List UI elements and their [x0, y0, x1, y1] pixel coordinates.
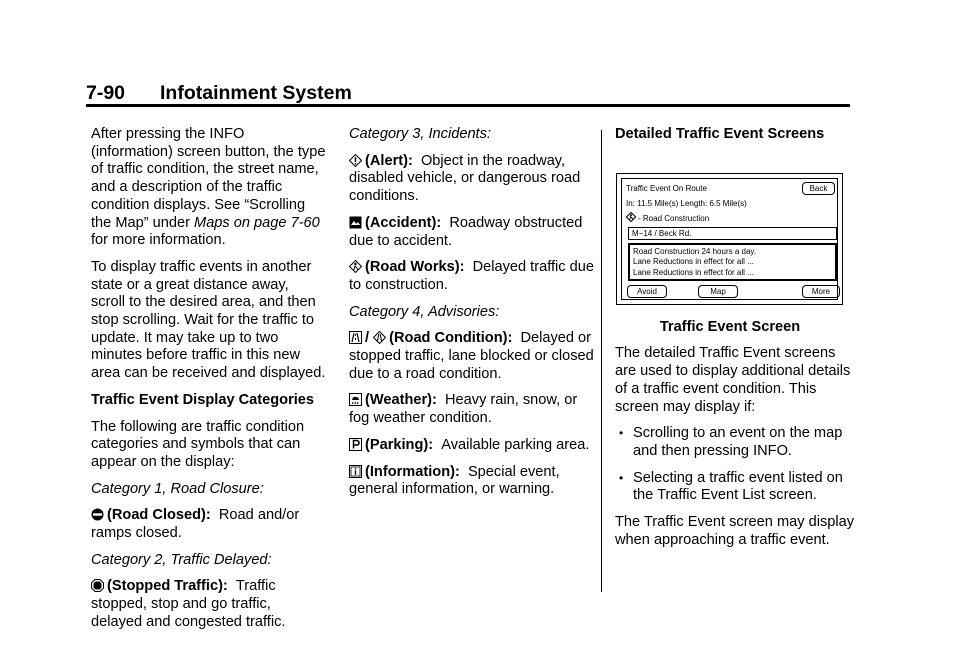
- screen-title: Traffic Event On Route: [626, 183, 707, 193]
- column-2: [349, 126, 594, 508]
- event-type-row: - Road Construction: [626, 212, 709, 223]
- categories-paragraph: The following are traffic condition categories and symbols that can appear on the display:: [91, 418, 305, 470]
- detailed-screens-heading: Detailed Traffic Event Screens: [615, 126, 825, 142]
- event-detail-line: Road Construction 24 hours a day.: [633, 246, 757, 256]
- figure-caption: Traffic Event Screen: [659, 318, 801, 335]
- traffic-event-screen-illustration: [616, 173, 843, 305]
- road-works-small-icon: [626, 212, 636, 222]
- maps-link[interactable]: Maps on page 7-60: [194, 214, 320, 231]
- category-4-label: Category 4, Advisories:: [349, 303, 500, 320]
- category-3-label: Category 3, Incidents:: [349, 126, 491, 142]
- information-icon: [349, 465, 362, 478]
- parking-entry: (Parking): Available parking area.: [349, 437, 594, 455]
- list-item: • Scrolling to an event on the map and then pressing INFO.: [619, 425, 843, 459]
- road-works-icon: [349, 260, 362, 273]
- event-detail-line: Lane Reductions in effect for all ...: [633, 257, 754, 267]
- bullet-icon: •: [619, 470, 624, 485]
- more-button[interactable]: More: [802, 285, 840, 298]
- road-closed-icon: [91, 508, 104, 521]
- approaching-event-paragraph: The Traffic Event screen may display when approaching a traffic event.: [615, 514, 855, 548]
- road-condition-square-icon: [349, 331, 362, 344]
- intro-paragraph: After pressing the INFO (information) screen button, the type of traffic condition, the street name, and a description of the traffic condition displays. See “Scrolling the Map” under Maps on page 7-60 for more information.: [91, 126, 326, 249]
- road-name-field: M−14 / Beck Rd.: [628, 227, 837, 240]
- event-details-list[interactable]: [628, 243, 837, 281]
- weather-entry: (Weather): Heavy rain, snow, or fog weather condition.: [349, 392, 578, 427]
- detailed-screens-paragraph: The detailed Traffic Event screens are used to display additional details of a traffic event condition. This screen may display if:: [615, 345, 851, 415]
- event-detail-line: Lane Reductions in effect for all ...: [633, 267, 754, 277]
- stopped-traffic-entry: (Stopped Traffic): Traffic stopped, stop and go traffic, delayed and congested traffic.: [91, 578, 286, 630]
- stopped-traffic-icon: [91, 579, 104, 592]
- information-entry: (Information): Special event, general information, or warning.: [349, 463, 560, 498]
- header-rule: [86, 104, 850, 107]
- column-1: [91, 126, 326, 641]
- conditions-list: [615, 425, 855, 505]
- accident-entry: (Accident): Roadway obstructed due to accident.: [349, 214, 583, 249]
- bullet-icon: •: [619, 426, 624, 441]
- road-condition-diamond-icon: [373, 331, 386, 344]
- column-divider: [601, 130, 602, 592]
- categories-heading: Traffic Event Display Categories: [91, 391, 315, 408]
- list-item: • Selecting a traffic event listed on the Traffic Event List screen.: [619, 469, 843, 504]
- map-button[interactable]: Map: [698, 285, 738, 298]
- category-1-label: Category 1, Road Closure:: [91, 480, 264, 497]
- weather-icon: [349, 393, 362, 406]
- alert-icon: [349, 154, 362, 167]
- road-closed-entry: (Road Closed): Road and/or ramps closed.: [91, 507, 300, 542]
- chapter-title: Infotainment System: [160, 82, 352, 104]
- page-number: 7-90: [86, 82, 126, 104]
- page-header: [86, 82, 352, 105]
- category-2-label: Category 2, Traffic Delayed:: [91, 551, 272, 568]
- scroll-paragraph: To display traffic events in another state or a great distance away, scroll to the desired area, and then stop scrolling. Wait for the traffic to update. It may take up to two minutes before traffic in this new area can be received and displayed.: [91, 258, 326, 382]
- road-condition-entry: / (Road Condition): Delayed or stopped traffic, lane blocked or closed due to a road condition.: [349, 330, 594, 382]
- avoid-button[interactable]: Avoid: [627, 285, 667, 298]
- road-works-entry: (Road Works): Delayed traffic due to construction.: [349, 259, 594, 293]
- accident-icon: [349, 216, 362, 229]
- column-3: [615, 126, 855, 558]
- parking-icon: [349, 438, 362, 451]
- back-button[interactable]: Back: [802, 182, 835, 195]
- distance-readout: In: 11.5 Mile(s) Length: 6.5 Mile(s): [626, 198, 747, 208]
- alert-entry: (Alert): Object in the roadway, disabled vehicle, or dangerous road conditions.: [349, 152, 581, 205]
